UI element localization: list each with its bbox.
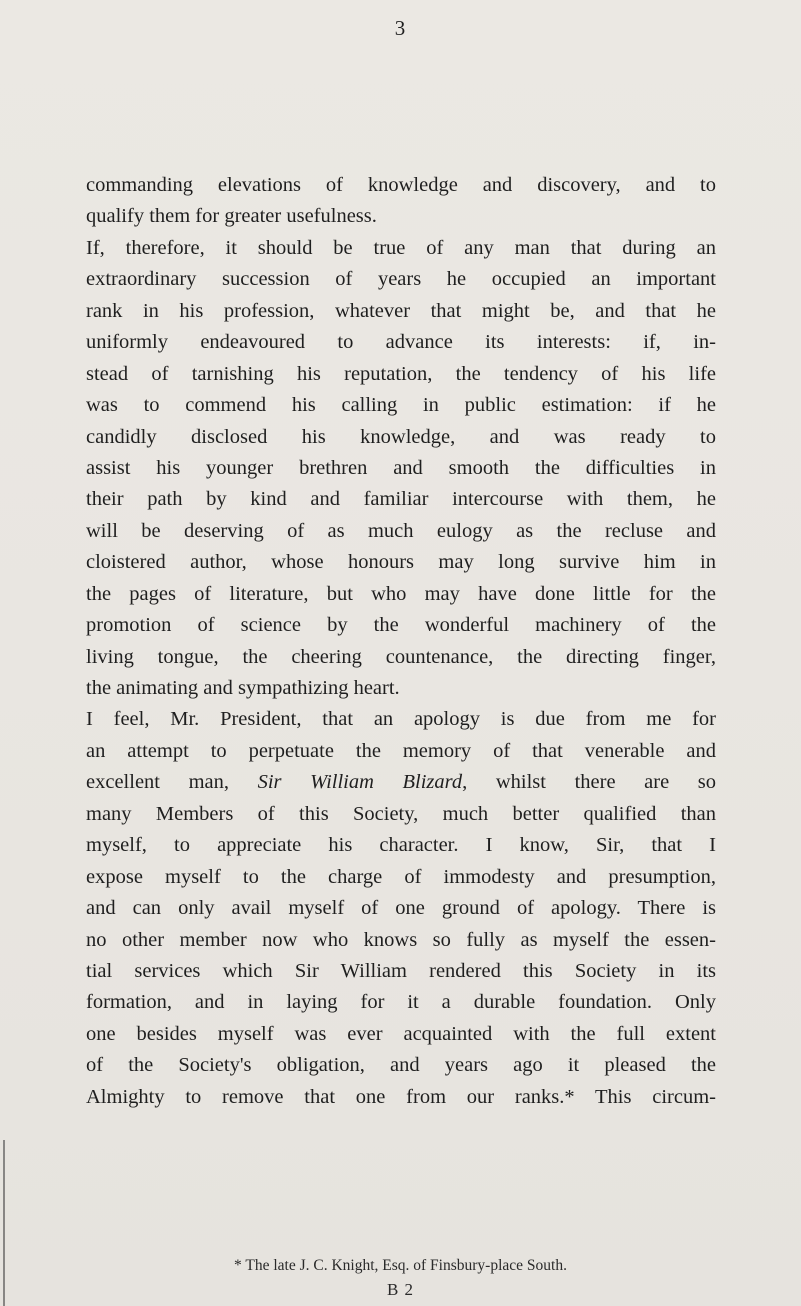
text-line: formation, and in laying for it a durable foundation. Only — [86, 991, 716, 1014]
text-line: commanding elevations of knowledge and discovery, and to — [86, 174, 716, 196]
page-number: 3 — [394, 16, 407, 40]
text-line: excellent man, Sir William Blizard, whilst there are so — [86, 771, 716, 794]
italic-name: Sir William Blizard — [257, 771, 463, 794]
text-line: myself, to appreciate his character. I know, Sir, that I — [86, 834, 716, 857]
text-line: promotion of science by the wonderful machinery of the — [86, 614, 716, 637]
text-line: extraordinary succession of years he occupied an important — [86, 268, 716, 291]
text-line: one besides myself was ever acquainted with the full extent — [86, 1022, 716, 1045]
text-line: expose myself to the charge of immodesty and presumption, — [86, 865, 716, 888]
text-line: Almighty to remove that one from our ranks.* This circum- — [86, 1085, 716, 1108]
text-line: rank in his profession, whatever that might be, and that he — [86, 299, 716, 322]
text-line: I feel, Mr. President, that an apology is due from me for — [86, 708, 716, 731]
text-line: cloistered author, whose honours may long survive him in — [86, 551, 716, 574]
text-line: stead of tarnishing his reputation, the tendency of his life — [86, 362, 716, 385]
text-line: their path by kind and familiar intercourse with them, he — [86, 488, 716, 511]
footnote: * The late J. C. Knight, Esq. of Finsbury-place South. — [234, 1257, 567, 1274]
text-line: the pages of literature, but who may have done little for the — [86, 582, 716, 605]
text-line: qualify them for greater usefulness. — [86, 205, 377, 228]
text-line: an attempt to perpetuate the memory of that venerable and — [86, 739, 716, 762]
text-line: was to commend his calling in public estimation: if he — [86, 394, 716, 417]
text-line: will be deserving of as much eulogy as the recluse and — [86, 519, 716, 542]
text-line: many Members of this Society, much better qualified than — [86, 802, 716, 825]
text-line: and can only avail myself of one ground of apology. There is — [86, 897, 716, 920]
text-line: living tongue, the cheering countenance, the directing finger, — [86, 645, 716, 668]
text-line: assist his younger brethren and smooth the difficulties in — [86, 456, 716, 479]
text-line: candidly disclosed his knowledge, and was ready to — [86, 425, 716, 448]
text-line: no other member now who knows so fully as myself the essen- — [86, 928, 716, 951]
text-line: of the Society's obligation, and years ago it pleased the — [86, 1054, 716, 1077]
signature-mark: B 2 — [386, 1280, 415, 1299]
text-line: the animating and sympathizing heart. — [86, 677, 400, 699]
text-line: tial services which Sir William rendered this Society in its — [86, 959, 716, 982]
text-line: uniformly endeavoured to advance its interests: if, in- — [86, 331, 716, 354]
body-text — [86, 170, 716, 1113]
text-line: If, therefore, it should be true of any man that during an — [86, 236, 716, 259]
